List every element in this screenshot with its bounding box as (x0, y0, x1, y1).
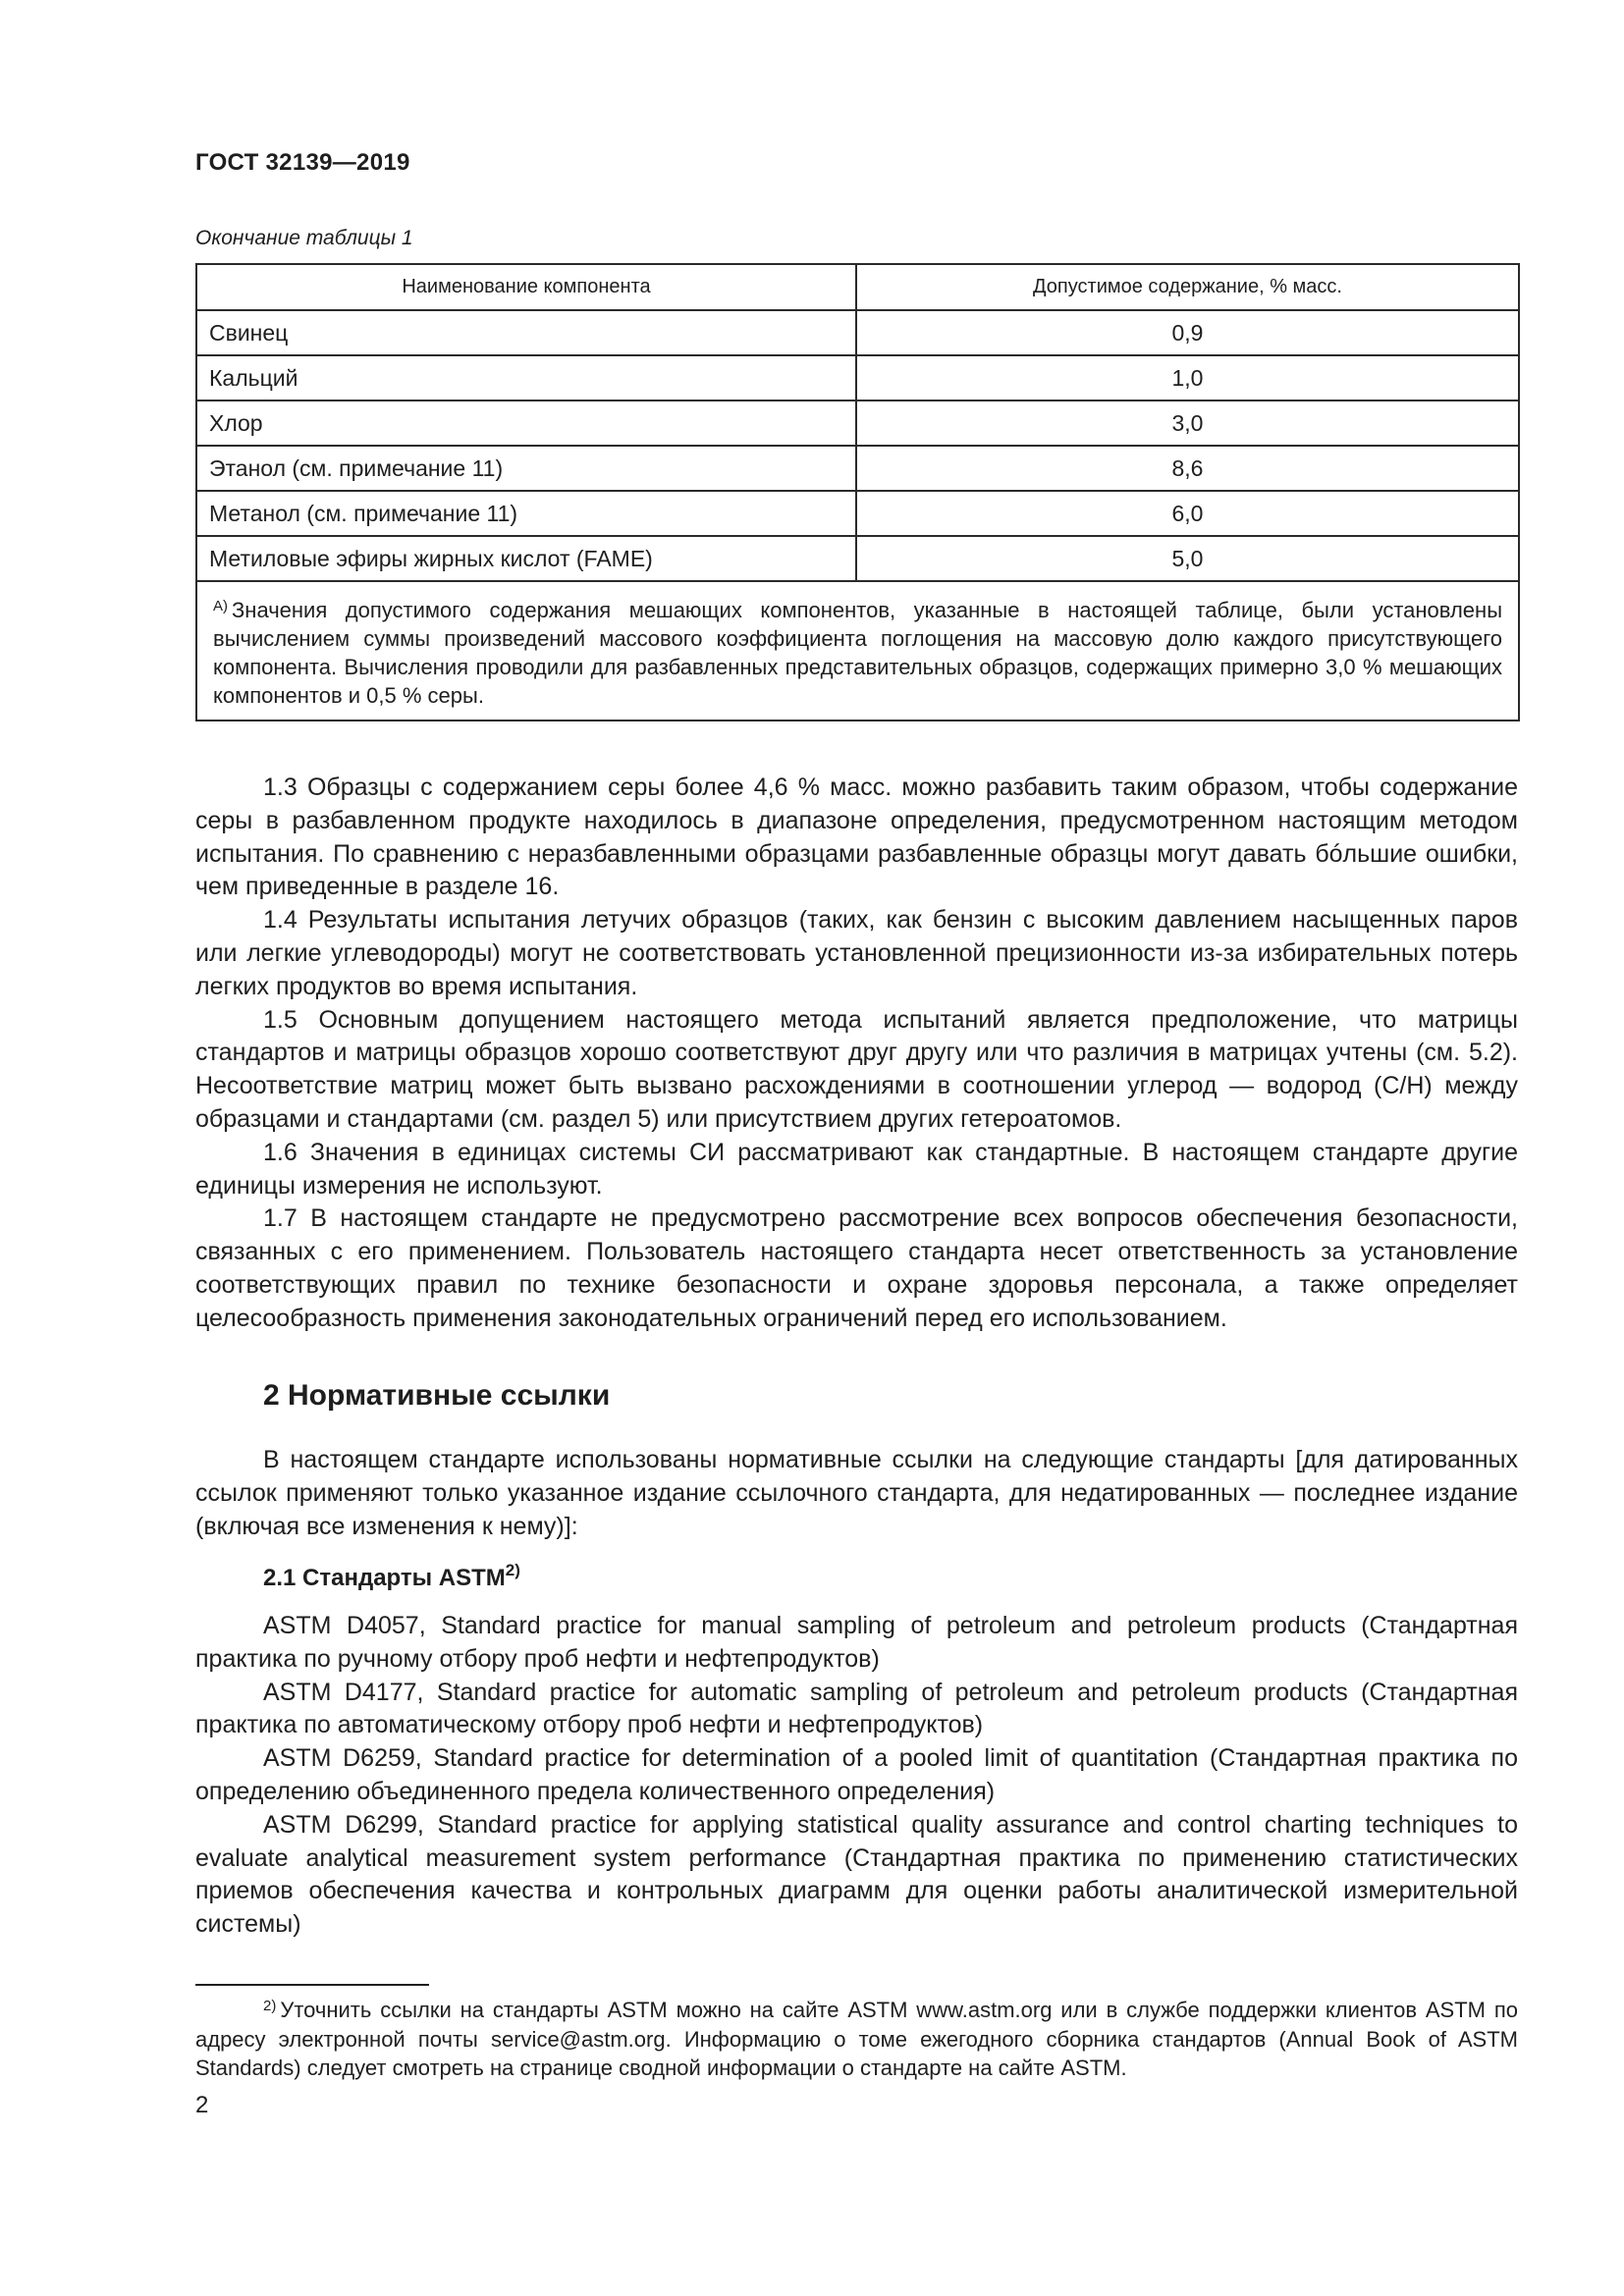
table-note-row (196, 581, 1519, 721)
table-caption: Окончание таблицы 1 (195, 227, 413, 249)
column-header-name: Наименование компонента (196, 264, 856, 310)
component-name: Свинец (196, 310, 856, 355)
footnote-text: Уточнить ссылки на стандарты ASTM можно на сайте ASTM www.astm.org или в службе поддержки клиентов ASTM по адресу электронной почты service@astm.org. Информацию о томе ежегодного сборника стандартов (Annual Book of ASTM Standards) следует смотреть на странице сводной информации о стандарте на сайте ASTM. (195, 1998, 1518, 2080)
component-value: 1,0 (856, 355, 1519, 400)
reference-item: ASTM D6259, Standard practice for determination of a pooled limit of quantitation (Стандартная практика по определению объединенного предела количественного определения) (195, 1744, 1518, 1805)
paragraph-1-4: 1.4 Результаты испытания летучих образцов (таких, как бензин с высоким давлением насыщенных паров или легкие углеводороды) могут не соответствовать установленной прецизионности из-за избирательных потерь легких продуктов во время испытания. (195, 906, 1518, 1000)
astm-references (195, 1610, 1518, 1942)
footnote-ref: 2) (505, 1561, 520, 1579)
paragraph-1-5: 1.5 Основным допущением настоящего метода испытаний является предположение, что матрицы стандартов и матрицы образцов хорошо соответствуют друг другу или что различия в матрицах учтены (см. 5.2). Несоответствие матриц может быть вызвано расхождениями в соотношении углерод — водород (С/Н) между образцами и стандартами (см. раздел 5) или присутствием других гетероатомов. (195, 1005, 1518, 1133)
footnote-divider (195, 1984, 429, 1986)
table-row (196, 310, 1519, 355)
component-name: Метиловые эфиры жирных кислот (FAME) (196, 536, 856, 581)
paragraph-1-6: 1.6 Значения в единицах системы СИ рассматривают как стандартные. В настоящем стандарте другие единицы измерения не используют. (195, 1138, 1518, 1200)
component-value: 0,9 (856, 310, 1519, 355)
component-value: 5,0 (856, 536, 1519, 581)
table-note-text: Значения допустимого содержания мешающих компонентов, указанные в настоящей таблице, были установлены вычислением суммы произведений массового коэффициента поглощения на массовую долю каждого присутствующего компонента. Вычисления проводили для разбавленных представительных образцов, содержащих примерно 3,0 % мешающих компонентов и 0,5 % серы. (213, 598, 1502, 708)
component-name: Кальций (196, 355, 856, 400)
section-1-text (195, 772, 1518, 1336)
reference-item: ASTM D4177, Standard practice for automatic sampling of petroleum and petroleum products (Стандартная практика по автоматическому отбору проб нефти и нефтепродуктов) (195, 1678, 1518, 1739)
document-id: ГОСТ 32139—2019 (195, 149, 410, 176)
table-note-mark: А) (213, 598, 228, 614)
table-header-row (196, 264, 1519, 310)
component-name: Хлор (196, 400, 856, 446)
component-value: 6,0 (856, 491, 1519, 536)
subsection-2-1-title (263, 1561, 520, 1592)
table-row (196, 491, 1519, 536)
reference-item: ASTM D6299, Standard practice for applying statistical quality assurance and control charting techniques to evaluate analytical measurement system performance (Стандартная практика по применению статистических приемов обеспечения качества и контрольных диаграмм для оценки работы аналитической измерительной системы) (195, 1810, 1518, 1939)
components-table (195, 263, 1520, 721)
table-row (196, 355, 1519, 400)
paragraph-1-7: 1.7 В настоящем стандарте не предусмотрено рассмотрение всех вопросов обеспечения безопасности, связанных с его применением. Пользователь настоящего стандарта несет ответственность за установление соответствующих правил по технике безопасности и охране здоровья персонала, а также определяет целесообразность применения законодательных ограничений перед его использованием. (195, 1204, 1518, 1332)
reference-item: ASTM D4057, Standard practice for manual sampling of petroleum and petroleum products (Стандартная практика по ручному отбору проб нефти и нефтепродуктов) (195, 1612, 1518, 1673)
section-2-intro: В настоящем стандарте использованы нормативные ссылки на следующие стандарты [для датированных ссылок применяют только указанное издание ссылочного стандарта, для недатированных — последнее издание (включая все изменения к нему)]: (195, 1446, 1518, 1540)
paragraph-1-3: 1.3 Образцы с содержанием серы более 4,6 % масс. можно разбавить таким образом, чтобы содержание серы в разбавленном продукте находилось в диапазоне определения, предусмотренном настоящим методом испытания. По сравнению с неразбавленными образцами разбавленные образцы могут давать бóльшие ошибки, чем приведенные в разделе 16. (195, 774, 1518, 901)
component-name: Этанол (см. примечание 11) (196, 446, 856, 491)
component-value: 8,6 (856, 446, 1519, 491)
section-2-title: 2 Нормативные ссылки (263, 1379, 611, 1412)
section-2-intro-block (195, 1444, 1518, 1543)
footnote (195, 1992, 1518, 2083)
table-note (196, 581, 1519, 721)
page-number: 2 (195, 2092, 209, 2118)
table-row (196, 400, 1519, 446)
component-value: 3,0 (856, 400, 1519, 446)
footnote-mark: 2) (263, 1998, 277, 2014)
table-row (196, 536, 1519, 581)
column-header-value: Допустимое содержание, % масс. (856, 264, 1519, 310)
subsection-2-1-label: 2.1 Стандарты ASTM (263, 1565, 506, 1591)
table-row (196, 446, 1519, 491)
component-name: Метанол (см. примечание 11) (196, 491, 856, 536)
